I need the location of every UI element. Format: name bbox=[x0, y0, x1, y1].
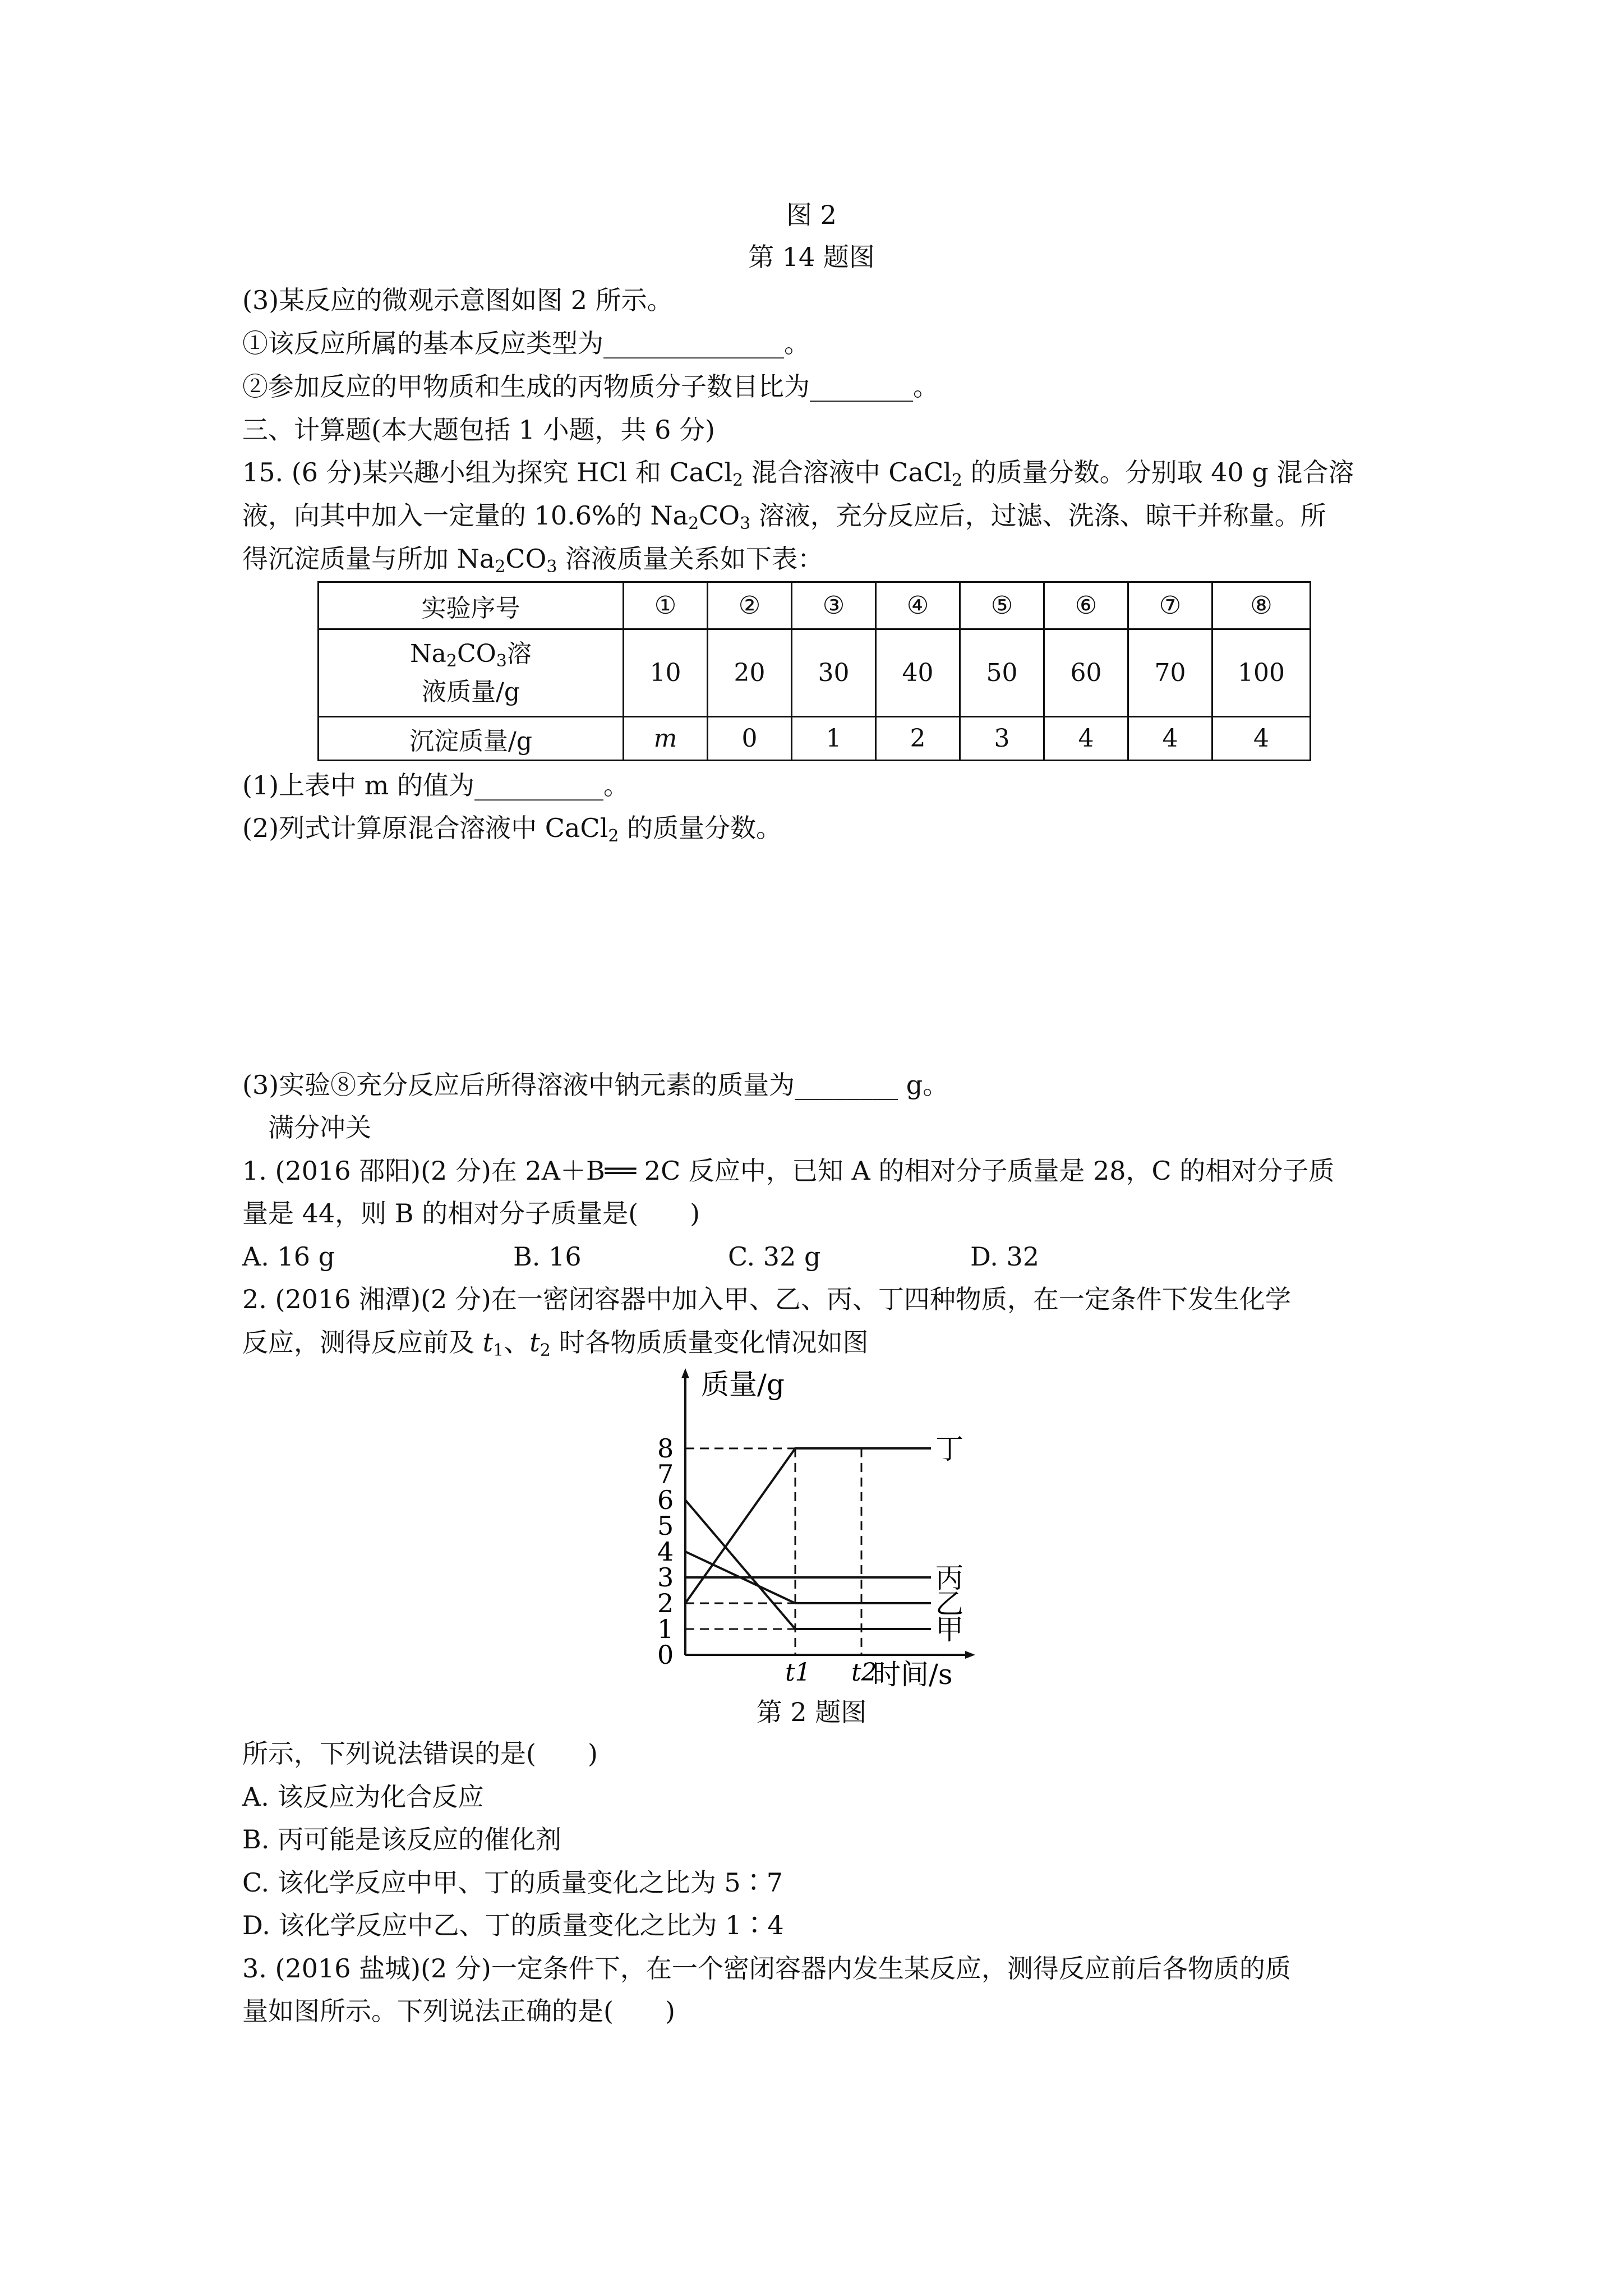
bonus-q2-option-a: A. 该反应为化合反应 bbox=[242, 1782, 484, 1812]
table-cell: ③ bbox=[792, 582, 876, 629]
table-cell: 4 bbox=[1212, 717, 1311, 761]
bonus-heading: 满分冲关 bbox=[268, 1112, 371, 1143]
x-tick-t2: t2 bbox=[851, 1658, 877, 1687]
table-cell: 30 bbox=[792, 629, 876, 717]
table-row bbox=[319, 582, 1311, 629]
y-tick-label: 6 bbox=[657, 1485, 674, 1515]
y-tick-label: 1 bbox=[657, 1614, 674, 1644]
table-cell: m bbox=[624, 717, 708, 761]
bonus-q2-line-2: 反应，测得反应前及 $t_1$、$t_2$ 时各物质质量变化情况如图 bbox=[242, 1327, 869, 1360]
table-cell: 40 bbox=[876, 629, 960, 717]
section-heading: 三、计算题(本大题包括 1 小题，共 6 分) bbox=[242, 415, 715, 445]
bonus-q1-line-1: 1. (2016 邵阳)(2 分)在 2A＋B══ 2C 反应中，已知 A 的相对分子质量是 28，C 的相对分子质 bbox=[242, 1156, 1335, 1186]
series-label: 甲 bbox=[935, 1613, 963, 1646]
table-cell: 3 bbox=[960, 717, 1044, 761]
series-label: 丁 bbox=[935, 1433, 963, 1465]
experiment-table bbox=[317, 581, 1311, 761]
table-cell: 1 bbox=[792, 717, 876, 761]
bonus-q3-line-1: 3. (2016 盐城)(2 分)一定条件下，在一个密闭容器内发生某反应，测得反应前后各物质的质 bbox=[242, 1953, 1291, 1984]
y-tick-label: 2 bbox=[657, 1588, 674, 1618]
q15-line-1: 15. (6 分)某兴趣小组为探究 HCl 和 CaCl$_2$ 混合溶液中 CaCl$_2$ 的质量分数。分别取 40 g 混合溶 bbox=[242, 457, 1354, 490]
bonus-q1-option-b: B. 16 bbox=[513, 1241, 582, 1272]
series-lines bbox=[685, 1448, 931, 1629]
x-tick-t1: t1 bbox=[785, 1658, 811, 1687]
table-cell: 70 bbox=[1128, 629, 1212, 717]
table-cell: 4 bbox=[1128, 717, 1212, 761]
table-header-cell: 实验序号 bbox=[319, 582, 624, 629]
y-axis-label: 质量/g bbox=[701, 1368, 785, 1401]
table-cell: 20 bbox=[708, 629, 792, 717]
bonus-q1-option-a: A. 16 g bbox=[242, 1241, 335, 1272]
y-tick-label: 5 bbox=[657, 1511, 674, 1541]
bonus-q2-option-d: D. 该化学反应中乙、丁的质量变化之比为 1∶4 bbox=[242, 1910, 784, 1940]
bonus-q2-option-c: C. 该化学反应中甲、丁的质量变化之比为 5∶7 bbox=[242, 1867, 783, 1898]
y-tick-label: 4 bbox=[657, 1536, 674, 1567]
table-cell: ⑦ bbox=[1128, 582, 1212, 629]
table-header-cell: $Na_2CO_3$溶 液质量/g bbox=[319, 629, 624, 717]
q15-line-3: 得沉淀质量与所加 $Na_2CO_3$ 溶液质量关系如下表： bbox=[242, 544, 824, 577]
y-tick-label: 0 bbox=[657, 1640, 674, 1670]
bonus-q1-line-2: 量是 44，则 B 的相对分子质量是( ) bbox=[242, 1198, 700, 1228]
q15-part-1: (1)上表中 m 的值为__________。 bbox=[242, 770, 630, 800]
question-3-intro: (3)某反应的微观示意图如图 2 所示。 bbox=[242, 285, 673, 315]
table-cell: 2 bbox=[876, 717, 960, 761]
y-tick-labels bbox=[657, 1433, 674, 1670]
bonus-q3-line-2: 量如图所示。下列说法正确的是( ) bbox=[242, 1996, 675, 2026]
table-cell: 0 bbox=[708, 717, 792, 761]
bonus-q2-option-b: B. 丙可能是该反应的催化剂 bbox=[242, 1824, 562, 1855]
bonus-q2-line-3: 所示，下列说法错误的是( ) bbox=[242, 1738, 598, 1769]
figure-2-caption: 第 2 题图 bbox=[756, 1697, 867, 1727]
figure-label: 图 2 bbox=[786, 200, 837, 230]
series-label: 丙 bbox=[935, 1562, 963, 1594]
y-tick-label: 7 bbox=[657, 1459, 674, 1489]
table-cell: 50 bbox=[960, 629, 1044, 717]
table-header-cell: 沉淀质量/g bbox=[319, 717, 624, 761]
table-cell: 10 bbox=[624, 629, 708, 717]
q15-part-3: (3)实验⑧充分反应后所得溶液中钠元素的质量为________ g。 bbox=[242, 1070, 949, 1100]
table-cell: ② bbox=[708, 582, 792, 629]
bonus-q1-option-c: C. 32 g bbox=[728, 1241, 821, 1272]
table-cell: ⑤ bbox=[960, 582, 1044, 629]
table-cell: ④ bbox=[876, 582, 960, 629]
table-cell: 4 bbox=[1044, 717, 1128, 761]
series-labels bbox=[935, 1433, 963, 1646]
table-cell: 60 bbox=[1044, 629, 1128, 717]
series-label: 乙 bbox=[935, 1588, 963, 1620]
table-cell: ① bbox=[624, 582, 708, 629]
table-row bbox=[319, 629, 1311, 717]
figure-caption: 第 14 题图 bbox=[748, 242, 875, 272]
table-cell: 100 bbox=[1212, 629, 1311, 717]
y-tick-label: 8 bbox=[657, 1433, 674, 1464]
q15-line-2: 液，向其中加入一定量的 10.6%的 $Na_2CO_3$ 溶液，充分反应后，过滤、洗涤、晾干并称量。所 bbox=[242, 500, 1326, 533]
bonus-q1-option-d: D. 32 bbox=[970, 1241, 1040, 1272]
x-axis-label: 时间/s bbox=[873, 1658, 953, 1688]
series-line bbox=[685, 1500, 931, 1629]
table-row bbox=[319, 717, 1311, 761]
mass-time-chart bbox=[617, 1363, 1021, 1688]
q15-part-2: (2)列式计算原混合溶液中 CaCl$_2$ 的质量分数。 bbox=[242, 813, 782, 846]
question-3-part-2: ②参加反应的甲物质和生成的丙物质分子数目比为________。 bbox=[242, 371, 939, 402]
table-cell: ⑥ bbox=[1044, 582, 1128, 629]
bonus-q2-line-1: 2. (2016 湘潭)(2 分)在一密闭容器中加入甲、乙、丙、丁四种物质，在一定条件下发生化学 bbox=[242, 1284, 1291, 1314]
table-cell: ⑧ bbox=[1212, 582, 1311, 629]
y-tick-label: 3 bbox=[657, 1562, 674, 1593]
question-3-part-1: ①该反应所属的基本反应类型为______________。 bbox=[242, 328, 810, 358]
series-line bbox=[685, 1448, 931, 1603]
